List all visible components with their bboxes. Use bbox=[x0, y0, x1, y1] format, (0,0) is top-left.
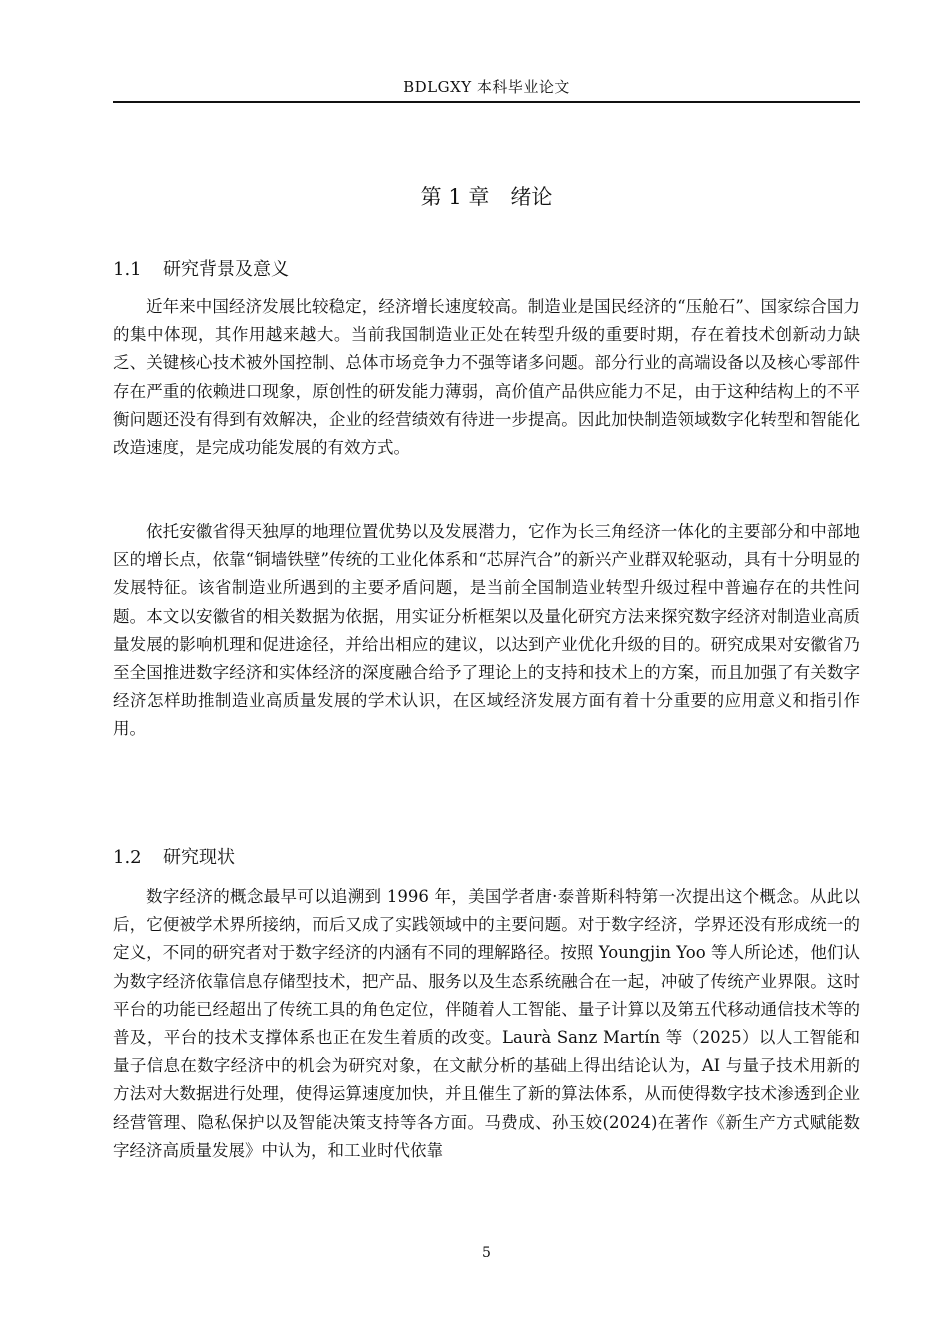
section-title: 研究背景及意义 bbox=[163, 259, 289, 280]
header-rule bbox=[113, 101, 860, 103]
paragraph: 近年来中国经济发展比较稳定，经济增长速度较高。制造业是国民经济的“压舱石”、国家综合国力的集中体现，其作用越来越大。当前我国制造业正处在转型升级的重要时期，存在着技术创新动力缺乏、关键核心技术被外国控制、总体市场竞争力不强等诸多问题。部分行业的高端设备以及核心零部件存在严重的依赖进口现象，原创性的研发能力薄弱，高价值产品供应能力不足，由于这种结构上的不平衡问题还没有得到有效解决，企业的经营绩效有待进一步提高。因此加快制造领域数字化转型和智能化改造速度，是完成功能发展的有效方式。 bbox=[113, 297, 860, 458]
page-number: 5 bbox=[482, 1245, 491, 1261]
section-heading-1-2 bbox=[113, 843, 235, 869]
section-number: 1.2 bbox=[113, 847, 142, 868]
paragraph: 依托安徽省得天独厚的地理位置优势以及发展潜力，它作为长三角经济一体化的主要部分和中部地区的增长点，依靠“铜墙铁壁”传统的工业化体系和“芯屏汽合”的新兴产业群双轮驱动，具有十分明显的发展特征。该省制造业所遇到的主要矛盾问题，是当前全国制造业转型升级过程中普遍存在的共性问题。本文以安徽省的相关数据为依据，用实证分析框架以及量化研究方法来探究数字经济对制造业高质量发展的影响机理和促进途径，并给出相应的建议，以达到产业优化升级的目的。研究成果对安徽省乃至全国推进数字经济和实体经济的深度融合给予了理论上的支持和技术上的方案，而且加强了有关数字经济怎样助推制造业高质量发展的学术认识，在区域经济发展方面有着十分重要的应用意义和指引作用。 bbox=[113, 522, 860, 739]
section-title: 研究现状 bbox=[163, 847, 235, 868]
chapter-title: 第 1 章 绪论 bbox=[420, 185, 553, 209]
section-number: 1.1 bbox=[113, 259, 142, 280]
running-header: BDLGXY 本科毕业论文 bbox=[403, 78, 570, 96]
paragraph: 数字经济的概念最早可以追溯到 1996 年，美国学者唐·泰普斯科特第一次提出这个概念。从此以后，它便被学术界所接纳，而后又成了实践领域中的主要问题。对于数字经济，学界还没有形成统一的定义，不同的研究者对于数字经济的内涵有不同的理解路径。按照 Youngjin Yoo 等人所论述，他们认为数字经济依靠信息存储型技术，把产品、服务以及生态系统融合在一起，冲破了传统产业界限。这时平台的功能已经超出了传统工具的角色定位，伴随着人工智能、量子计算以及第五代移动通信技术等的普及，平台的技术支撑体系也正在发生着质的改变。Laurà Sanz Martín 等（2025）以人工智能和量子信息在数字经济中的机会为研究对象，在文献分析的基础上得出结论认为，AI 与量子技术用新的方法对大数据进行处理，使得运算速度加快，并且催生了新的算法体系，从而使得数字技术渗透到企业经营管理、隐私保护以及智能决策支持等各方面。马费成、孙玉姣(2024)在著作《新生产方式赋能数字经济高质量发展》中认为，和工业时代依靠 bbox=[113, 887, 860, 1160]
section-heading-1-1 bbox=[113, 255, 289, 281]
